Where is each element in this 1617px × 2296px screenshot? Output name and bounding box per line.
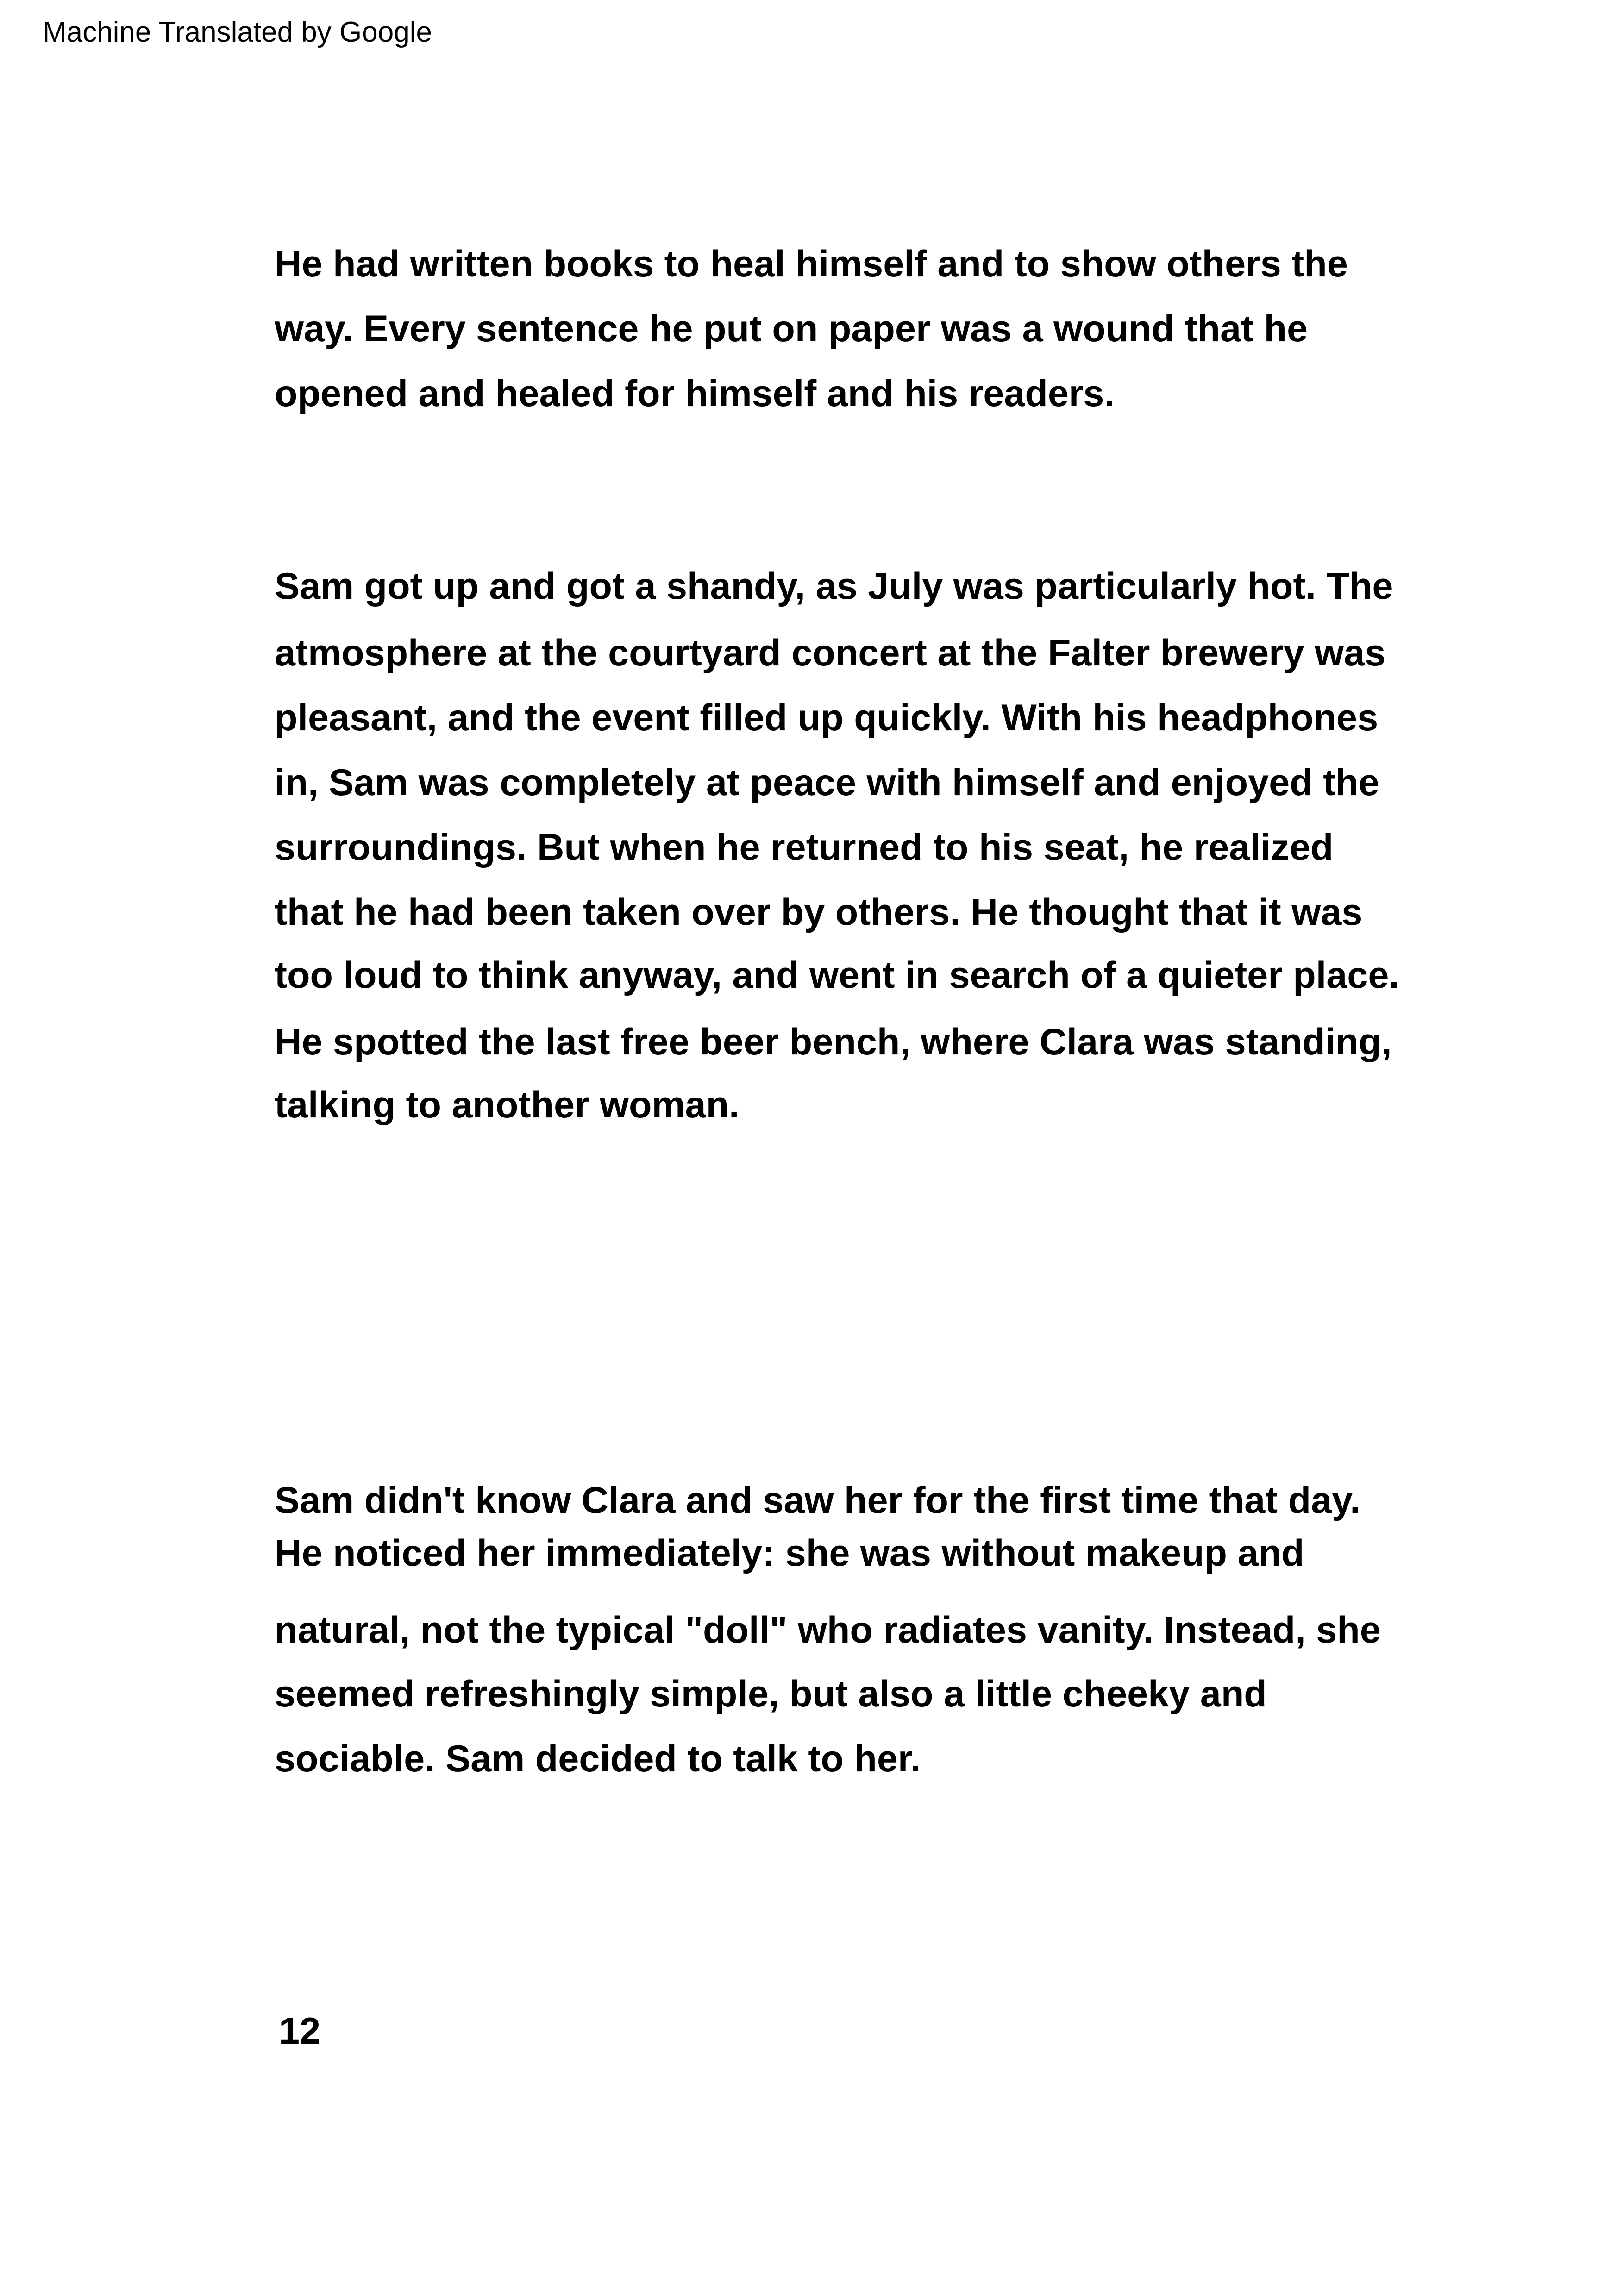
text-line: He had written books to heal himself and to show others the (275, 243, 1348, 285)
text-line: seemed refreshingly simple, but also a little cheeky and (275, 1673, 1267, 1715)
text-line: too loud to think anyway, and went in search of a quieter place. (275, 954, 1399, 996)
text-line: He noticed her immediately: she was without makeup and (275, 1532, 1304, 1574)
translation-notice: Machine Translated by Google (43, 16, 432, 48)
text-line: that he had been taken over by others. He thought that it was (275, 891, 1363, 933)
text-line: in, Sam was completely at peace with himself and enjoyed the (275, 762, 1379, 803)
text-line: pleasant, and the event filled up quickly. With his headphones (275, 697, 1379, 739)
text-line: talking to another woman. (275, 1084, 740, 1126)
text-line: Sam got up and got a shandy, as July was particularly hot. The (275, 565, 1393, 607)
text-line: opened and healed for himself and his readers. (275, 373, 1115, 414)
text-line: surroundings. But when he returned to his seat, he realized (275, 827, 1334, 868)
text-line: way. Every sentence he put on paper was a wound that he (275, 308, 1308, 350)
text-line: atmosphere at the courtyard concert at the Falter brewery was (275, 632, 1386, 674)
page-number: 12 (279, 2010, 321, 2052)
text-line: He spotted the last free beer bench, where Clara was standing, (275, 1021, 1392, 1063)
text-line: natural, not the typical "doll" who radiates vanity. Instead, she (275, 1609, 1381, 1651)
text-line: sociable. Sam decided to talk to her. (275, 1738, 921, 1780)
text-line: Sam didn't know Clara and saw her for the first time that day. (275, 1480, 1360, 1521)
